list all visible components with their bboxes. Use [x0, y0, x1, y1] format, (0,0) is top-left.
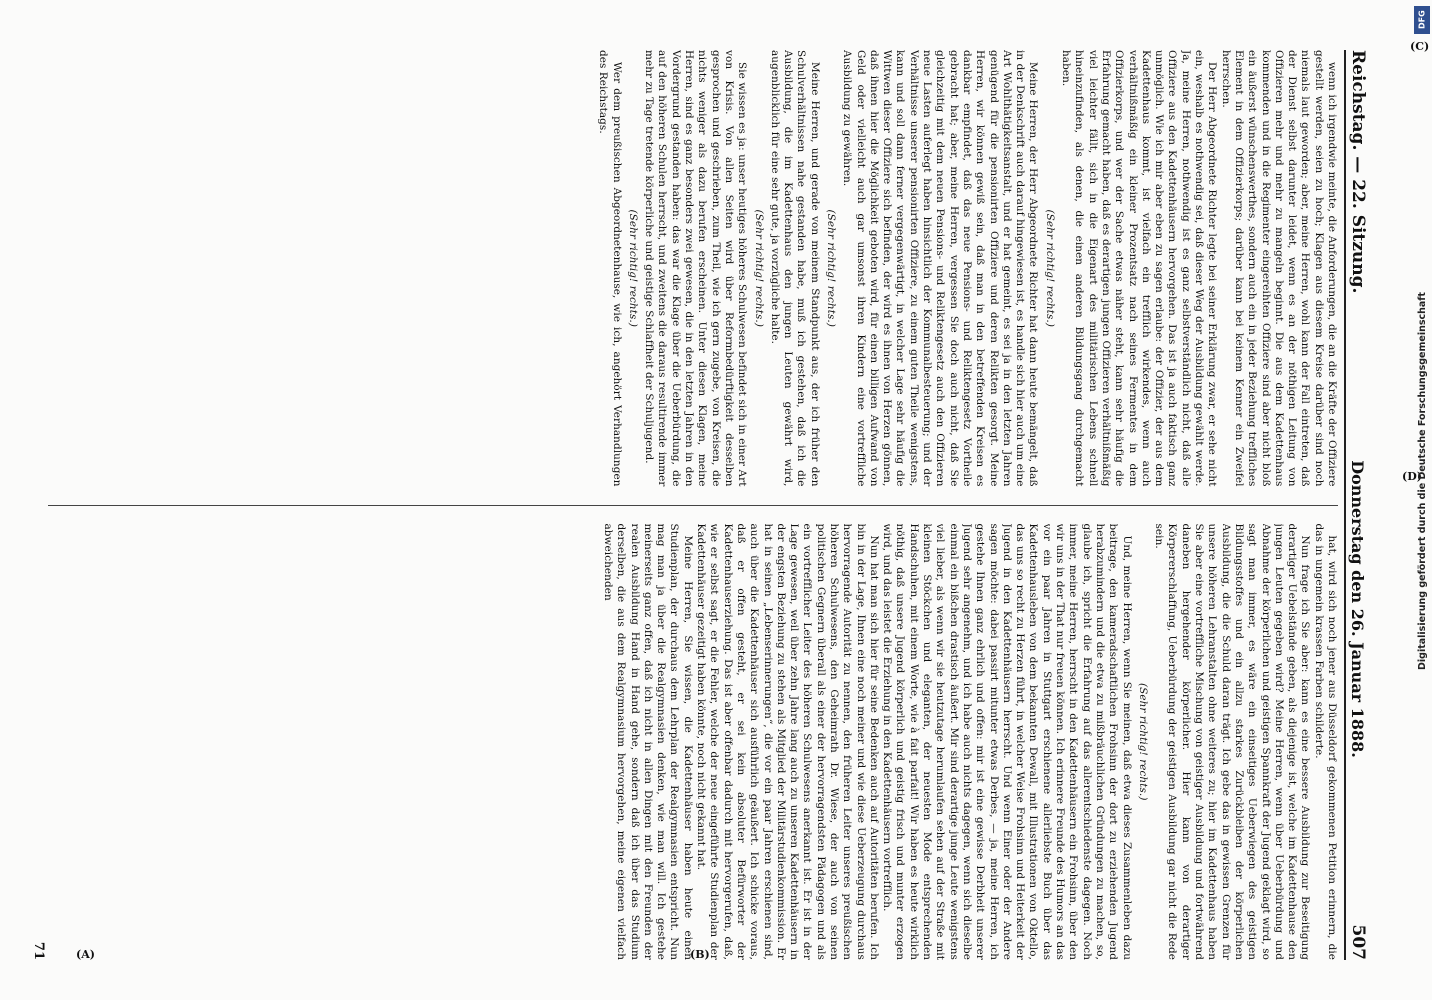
- right-column: [48, 524, 1338, 961]
- left-column: [48, 50, 1338, 487]
- page-header: [1348, 50, 1376, 960]
- paragraph: Der Herr Abgeordnete Richter legte bei seiner Erklärung zwar, er sehe nicht ein, weshalb es nothwendig sei, daß dieser Weg der Ausbildung gewählt werde. Ja, meine Herren, nothwendig ist es ganz selbstverständlich nicht, daß alle Offiziere aus den Kadettenhäusern hervorgehen. Das ist ja auch faktisch ganz unmöglich. Wie ich mir aber eben zu sagen erlaube: der Offizier, der aus dem Kadettenhaus kommt, ist vielfach ein trefflich wirkendes, wenn auch verhältnißmäßig ein kleiner Prozentsatz nach seines Fermentes in dem Offizierkorps, und wer der Sache etwas näher steht, kann sehr häufig die Erfahrung gemacht haben, daß es derartigen jungen Offizieren verhältnißmäßig viel leichter fällt, sich in die Eigenart des militärischen Lebens schnell hineinzufinden, als denen, die einen anderen Bildungsgang durchgemacht haben.: [1060, 50, 1219, 487]
- interjection: (Sehr richtig! rechts.): [626, 209, 639, 327]
- page-number: 507: [1348, 924, 1368, 960]
- marker-a: (A): [76, 948, 95, 961]
- marker-c: (C): [1410, 40, 1430, 53]
- paragraph: Wer dem preußischen Abgeordnetenhause, wie ich, angehört Verhandlungen des Reichstags.: [597, 50, 623, 487]
- digitization-credit: Digitalisierung gefördert durch die Deutsche Forschungsgemeinschaft: [1417, 292, 1428, 670]
- paragraph: Meine Herren, der Herr Abgeordnete Richter hat dann heute bemängelt, daß in der Denkschrift auch darauf hingewiesen ist, es handle sich hier auch um eine Art Wohlthätigkeitsanstalt, und er hat gemeint, es sei ja in den letzten Jahren genügend für die pensionirten Offiziere und deren Relikten gesorgt. Meine Herren, wir können gewiß sein, daß man in den betreffenden Kreisen es dankbar empfindet, daß das neue Pensions- und Reliktengesetz Vortheile gebracht hat; aber, meine Herren, vergessen Sie doch auch nicht, daß Sie gleichzeitig mit dem neuen Pensions- und Reliktengesetz auch den Offizieren neue Lasten auferlegt haben hinsichtlich der Kommunalbesteuerung; und der Verhältnisse unserer pensionirten Offiziere, zu einem guten Theile wenigstens, kann und soll dann ferner vergegenwärtigt, in welcher Lage sehr häufig die Wittwen dieser Offiziere sich befinden, der wird es ihnen von Herzen gönnen, daß ihnen hier die Möglichkeit geboten wird, für einen billigen Aufwand von Geld oder vielleicht auch gar umsonst ihren Kindern eine vortreffliche Ausbildung zu gewähren.: [841, 50, 1040, 487]
- marker-b: (B): [690, 948, 710, 961]
- interjection: (Sehr richtig! rechts.): [752, 209, 765, 327]
- header-left: Reichstag. — 22. Sitzung.: [1348, 50, 1368, 294]
- paragraph: Nun hat man sich hier für seine Bedenken auch auf Autoritäten berufen. Ich bin in der Lage, Ihnen eine noch meiner und wie diese Ueberzeugung durchaus hervorragende Autorität zu nennen, den früheren Leiter unseres preußischen höheren Schulwesens, den Geheimrath Dr. Wiese, der auch von seinen politischen Gegnern überall als einer der hervorragendsten Pädagogen und als ein vortrefflicher Leiter des höheren Schulwesens anerkannt ist. Er ist in der Lage gewesen, weil über zehn Jahre lang auch zu unseren Kadettenhäusern in der engsten Beziehung zu stehen als Mitglied der Militärstudienkommission. Er hat in seinen „Lebenserinnerungen“, die vor ein paar Jahren erschienen sind, auch über die Kadettenhäuser sich ausführlich geäußert. Ich schicke voraus, daß er offen gesteht, er sei kein absoluter Befürworter der Kadettenhauserziehung. Das ist aber offenbar dadurch mit hervorgerufen, daß, wie er selbst sagt, er die Fehler, welche der neue eingeführte Studienplan der Kadettenhäuser gezeitigt haben könnte, noch nicht gekannt hat.: [695, 523, 880, 960]
- header-rule: [1344, 50, 1346, 960]
- interjection: (Sehr richtig! rechts.): [1043, 209, 1056, 327]
- paragraph: Sie wissen es ja: unser heutiges höheres Schulwesen befindet sich in einer Art von Krisis. Von allen Seiten wird über Reformbedürftigkeit desselben gesprochen und geschrieben, zum Theil, wie ich gern zugebe, von Kreisen, die nichts weniger als dazu berufen erscheinen. Unter diesen Klagen, meine Herren, sind es ganz besonders zwei gewesen, die in den letzten Jahren in den Vordergrund gestanden haben: das war die Klage über die Ueberbürdung, die auf den höheren Schulen herrscht, und zweitens die daraus resultirende immer mehr zu Tage tretende körperliche und geistige Schlaffheit der Schuljugend.: [643, 50, 749, 487]
- text-columns: [48, 50, 1338, 960]
- interjection: (Sehr richtig! rechts.): [1136, 682, 1149, 801]
- paragraph: Meine Herren, und gerade von meinem Standpunkt aus, der ich früher den Schulverhältnissen nahe gestanden habe, muß ich gestehen, daß ich die Ausbildung, die im Kadettenhaus den jungen Leuten gewährt wird, augenblicklich für eine sehr gute, ja vorzügliche halte.: [768, 50, 821, 487]
- paragraph: hat, wird sich noch jener aus Düsseldorf gekommenen Petition erinnern, die das in ungemein krassen Farben schilderte.: [1312, 523, 1338, 960]
- column-divider: [48, 505, 1338, 506]
- paragraph: Nun frage ich Sie aber: kann es eine bessere Ausbildung zur Beseitigung derartiger Uebelstände geben, als diejenige ist, welche im Kadettenhause den jungen Leuten gegeben wird? Meine Herren, wenn über Ueberbürdung und Abnahme der körperlichen und geistigen Spannkraft der Jugend geklagt wird, so sagt man immer, es wäre ein einseitiges Ueberwiegen des geistigen Bildungsstoffes und ein allzu starkes Zurückbleiben der körperlichen Ausbildung, die die Schuld daran trägt. Ich gebe das in gewissen Grenzen für unsere höheren Lehranstalten ohne weiteres zu; hier im Kadettenhaus haben Sie aber eine vortreffliche Mischung von geistiger Ausbildung und fortwährend daneben hergehender körperlicher. Hier kann von derartiger Körpererschlaffung, Ueberbürdung der geistigen Ausbildung gar nicht die Rede sein.: [1153, 523, 1312, 960]
- paragraph: Meine Herren, Sie wissen, die Kadettenhäuser haben heute einen Studienplan, der durchaus dem Lehrplan der Realgymnasien entspricht. Nun mag man ja über die Realgymnasien denken, wie man will. Ich gestehe meinerseits ganz offen, daß ich nicht in allen Dingen mit den Freunden der realen Ausbildung Hand in Hand gehe, sondern daß ich über das Studium derselben, die aus dem Realgymnasium hervorgehen, meine eigenen vielfach abweichenden: [601, 523, 694, 960]
- interjection: (Sehr richtig! rechts.): [825, 209, 838, 327]
- footer-number: 71: [31, 941, 46, 960]
- marker-d: (D): [1402, 470, 1422, 483]
- paragraph: Und, meine Herren, wenn Sie meinen, daß etwa dieses Zusammenleben dazu beitrage, den kameradschaftlichen Frohsinn der dort zu erziehenden Jugend herabzumindern und die etwa zu mißbräuchlichen Gründungen zu machen, so, glaube ich, spricht die Erfahrung auf das allerentschiedenste dagegen. Noch immer, meine Herren, herrscht in den Kadettenhäusern ein Frohsinn, über den wir uns in der That nur freuen können. Ich erinnere Freunde des Humors an das vor ein paar Jahren in Stuttgart erschienene allerliebste Buch über das Kadettenhausleben von dem bekannten Dewall, mit Illustrationen von Oktello, das uns so recht zu Herzen führt, in welcher Weise Frohsinn und Heiterkeit der Jugend in den Kadettenhäusern herrscht. Und wenn Einer oder der Andere sagen möchte: dabei passirt mitunter etwas Derbes, — ja, meine Herren, ich gestehe Ihnen ganz ehrlich und offen: mir ist eine gewisse Derbheit unserer Jugend sehr angenehm, und ich habe auch nichts dagegen, wenn sich dieselbe einmal ein bißchen drastisch äußert. Mir sind derartige junge Leute wenigstens viel lieber, als wenn wir sie heutzutage herumlaufen sehen auf der Straße mit kleinen Stöckchen und eleganten, der neuesten Mode entsprechenden Handschuhen, mit einem Worte, wie à fait parfait! Wir haben es heute wirklich nöthig, daß unsere Jugend körperlich und geistig frisch und munter erzogen wird, und das leistet die Erziehung in den Kadettenhäusern vortrefflich.: [881, 523, 1133, 960]
- header-date: Donnerstag den 26. Januar 1888.: [1348, 460, 1367, 758]
- paragraph: wenn ich irgendwie meinte, die Anforderungen, die an die Kräfte der Offiziere gestellt werden, seien zu hoch; Klagen aus diesem Kreise darüber sind noch niemals laut geworden; aber, meine Herren, wohl kann der Fall eintreten, daß der Dienst selbst darunter leidet, wenn es an der nöthigen Leitung von Offizieren mehr und mehr zu mangeln beginnt. Die aus dem Kadettenhaus kommenden und in die Regimenter eingereihten Offiziere sind aber nicht bloß ein äußerst wünschenswerthes, sondern auch ein in jeder Beziehung treffliches Element in dem Offizierkorps; darüber kann bei keinem Kenner ein Zweifel herrschen.: [1219, 50, 1338, 487]
- dfg-logo: DFG: [1414, 6, 1430, 34]
